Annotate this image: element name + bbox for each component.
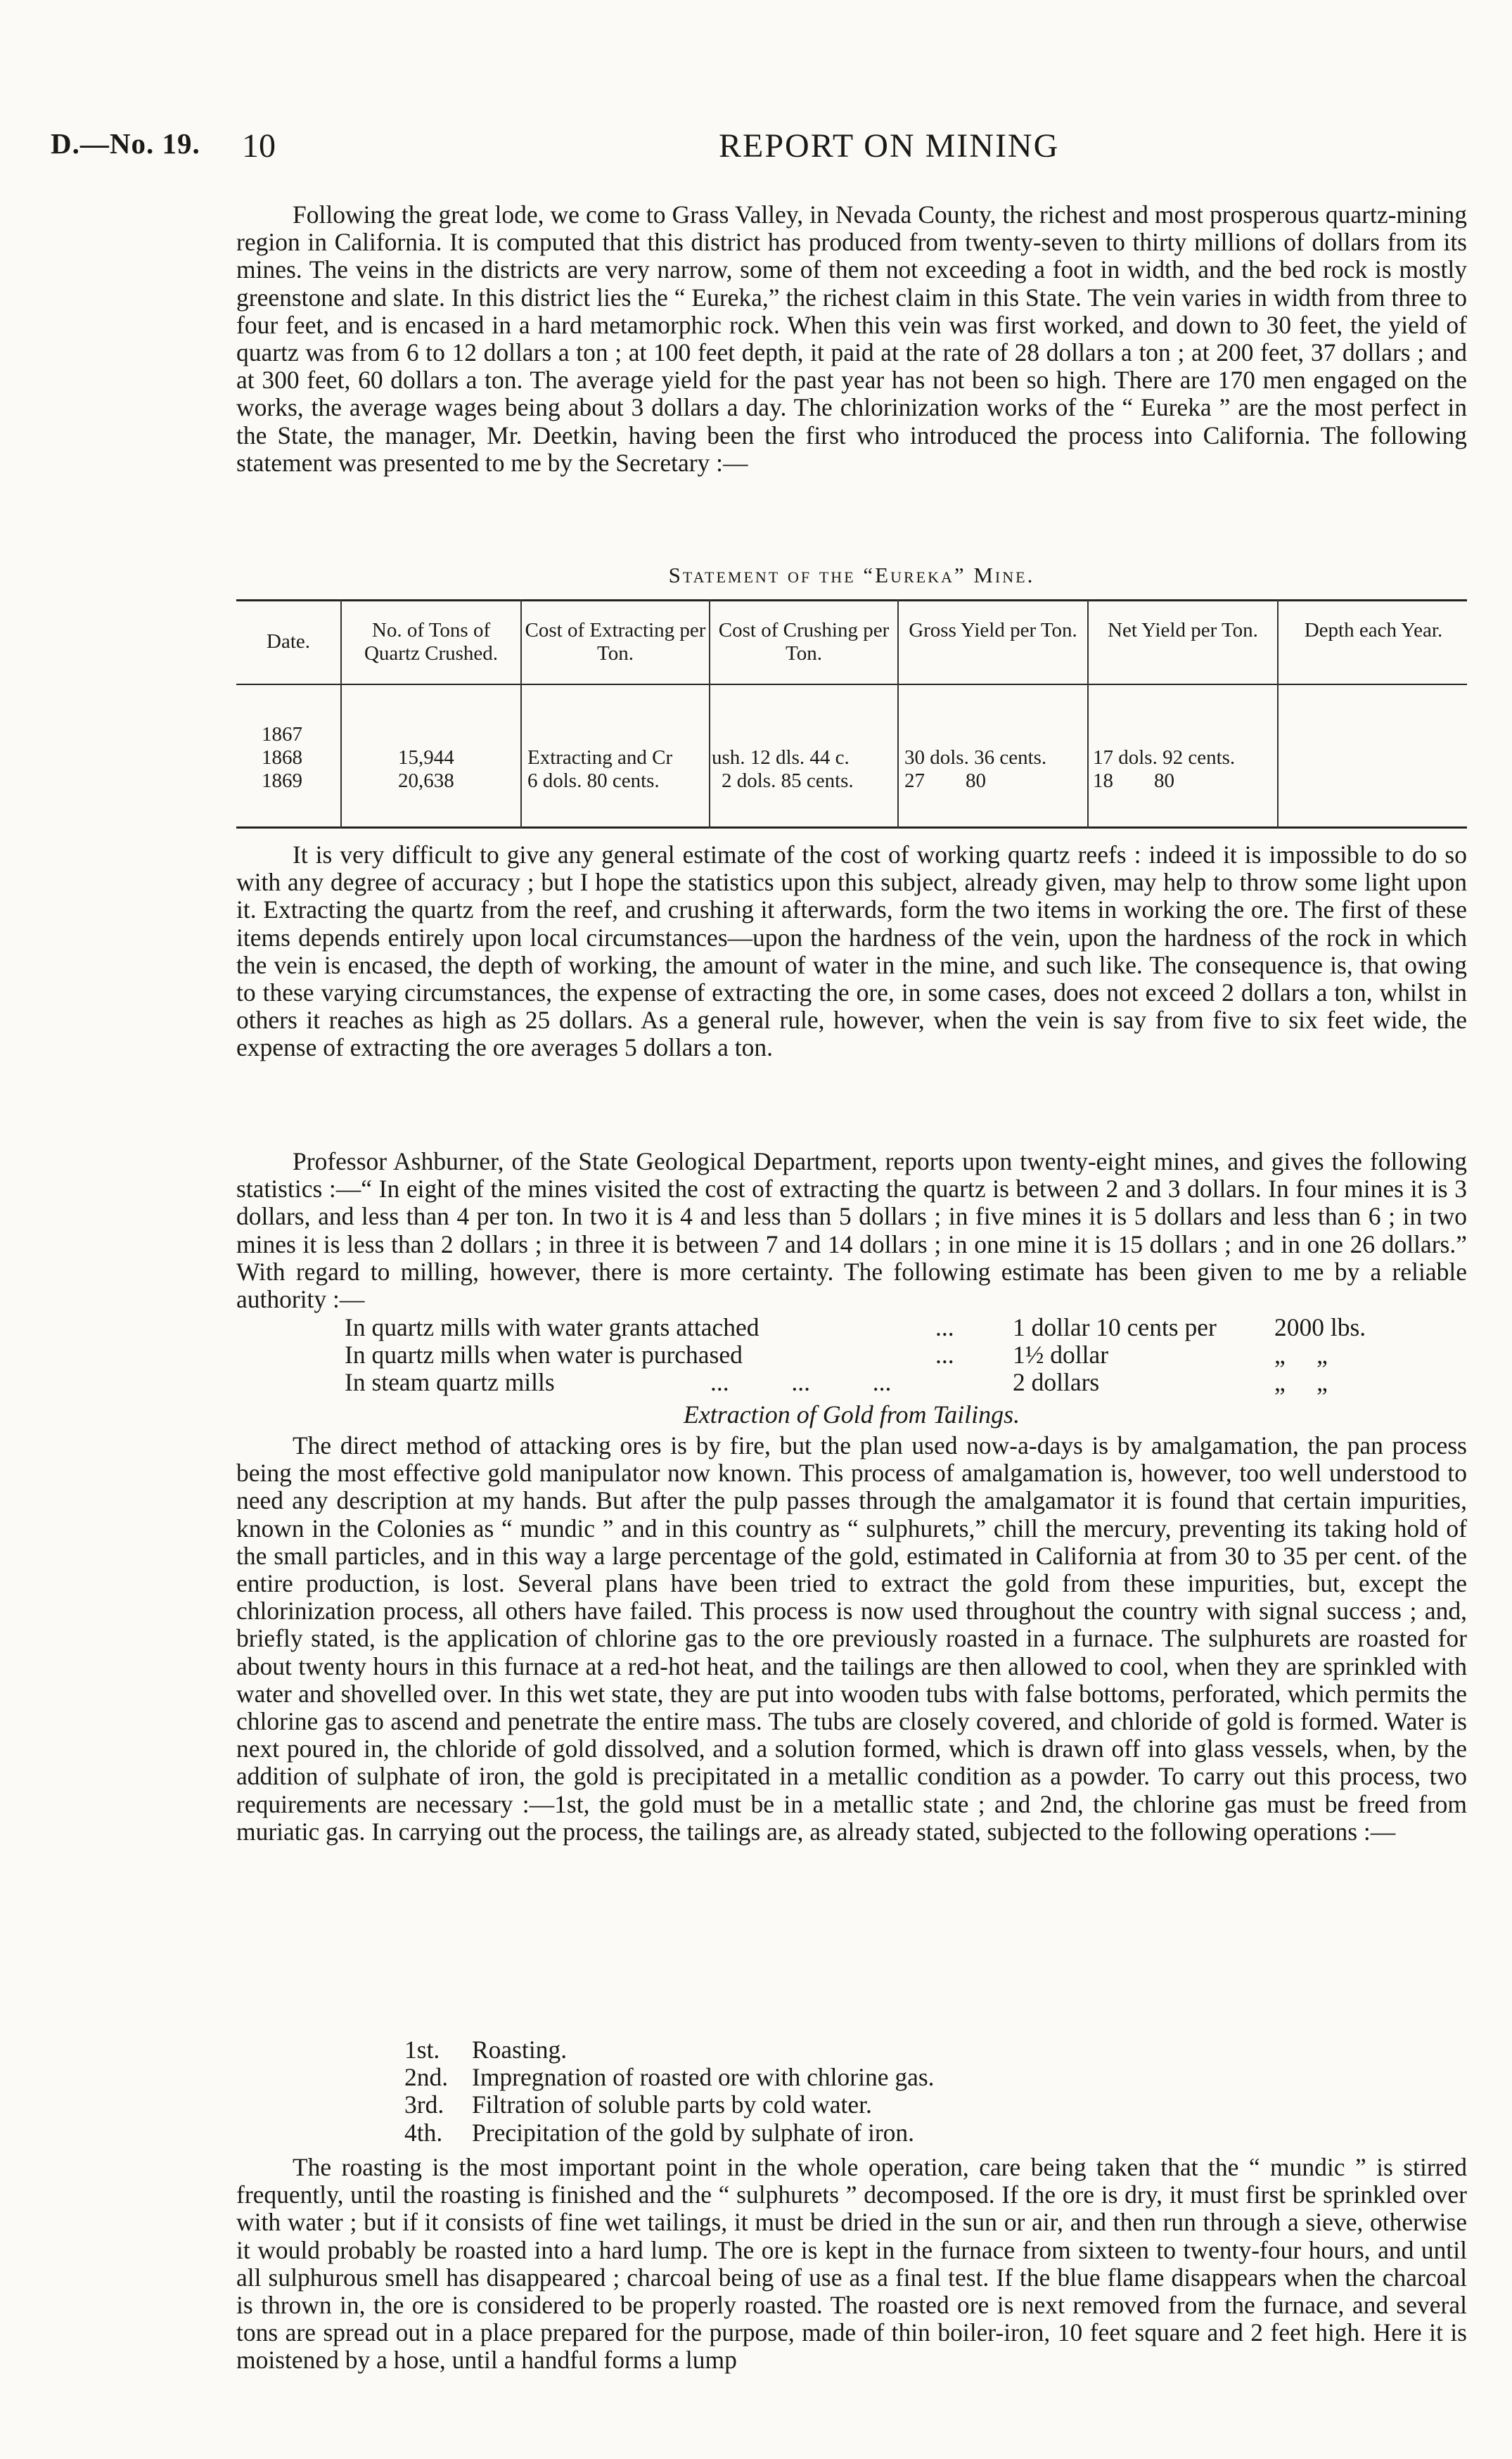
running-title: REPORT ON MINING bbox=[719, 127, 1060, 165]
operation-number: 4th. bbox=[404, 2118, 443, 2147]
operation-item bbox=[404, 2119, 935, 2147]
milling-estimate-row bbox=[345, 1341, 1470, 1369]
operation-item bbox=[404, 2036, 935, 2064]
table-header-net: Net Yield per Ton. bbox=[1108, 619, 1258, 641]
table-column-divider bbox=[1087, 599, 1089, 829]
eureka-mine-table bbox=[236, 599, 1467, 824]
table-column-divider bbox=[897, 599, 899, 829]
table-cell-extracting: Extracting and Cr bbox=[527, 746, 673, 769]
milling-leader-dots: ... ... ... bbox=[710, 1368, 892, 1396]
table-cell-date: 1867 bbox=[262, 723, 302, 746]
operation-text: Roasting. bbox=[472, 2036, 568, 2064]
paragraph-working-cost: It is very difficult to give any general estimate of the cost of working quartz reefs : indeed it is impossible to do so with any degree of accuracy ; but I hope the statistics upon this subject, already given, may help to throw some light upon it. Extracting the quartz from the reef, and crushing it afterwards, form the two items in working the ore. The first of these items depends entirely upon local circumstances—upon the hardness of the vein, upon the hardness of the rock in which the vein is encased, the depth of working, the amount of water in the mine, and such like. The consequence is, that owing to these varying circumstances, the expense of extracting the ore, in some cases, does not exceed 2 dollars a ton, whilst in others it reaches as high as 25 dollars. As a general rule, however, when the vein is say from five to six feet wide, the expense of extracting the ore averages 5 dollars a ton. bbox=[236, 841, 1467, 1062]
milling-unit: „ „ bbox=[1274, 1341, 1328, 1369]
table-column-divider bbox=[709, 599, 710, 829]
operation-item bbox=[404, 2064, 935, 2091]
table-cell-extracting: 6 dols. 80 cents. bbox=[527, 769, 660, 792]
table-cell-crushing: ush. 12 dls. 44 c. bbox=[712, 746, 850, 769]
milling-label: In quartz mills with water grants attached bbox=[345, 1313, 760, 1341]
table-cell-crushing: 2 dols. 85 cents. bbox=[722, 769, 854, 792]
table-cell-date: 1869 bbox=[262, 769, 302, 792]
operation-number: 3rd. bbox=[404, 2090, 444, 2119]
milling-price: 2 dollars bbox=[1013, 1368, 1100, 1396]
table-cell-net: 18 80 bbox=[1093, 769, 1174, 792]
table-rule-top bbox=[236, 599, 1467, 601]
paragraph-grass-valley: Following the great lode, we come to Grass Valley, in Nevada County, the richest and most prosperous quartz-mining region in California. It is computed that this district has produced from twenty-seven to thirty millions of dollars from its mines. The veins in the districts are very narrow, some of them not exceeding a foot in width, and the bed rock is mostly greenstone and slate. In this district lies the “ Eureka,” the richest claim in this State. The vein varies in width from three to four feet, and is encased in a hard metamorphic rock. When this vein was first worked, and down to 30 feet, the yield of quartz was from 6 to 12 dollars a ton ; at 100 feet depth, it paid at the rate of 28 dollars a ton ; at 200 feet, 37 dollars ; and at 300 feet, 60 dollars a ton. The average yield for the past year has not been so high. There are 170 men engaged on the works, the average wages being about 3 dollars a day. The chlorinization works of the “ Eureka ” are the most perfect in the State, the manager, Mr. Deetkin, having been the first who introduced the process into California. The following statement was presented to me by the Secretary :— bbox=[236, 200, 1467, 477]
table-header-crushing: Cost of Crushing per Ton. bbox=[718, 619, 890, 665]
table-rule-bottom bbox=[236, 826, 1467, 829]
table-cell-date: 1868 bbox=[262, 746, 302, 769]
table-header-gross: Gross Yield per Ton. bbox=[909, 619, 1077, 641]
milling-estimate-row bbox=[345, 1369, 1470, 1397]
operations-list bbox=[404, 2036, 935, 2147]
operation-text: Filtration of soluble parts by cold water. bbox=[472, 2090, 872, 2119]
milling-leader-dots: ... bbox=[935, 1313, 954, 1341]
paragraph-extraction: The direct method of attacking ores is by fire, but the plan used now-a-days is by amalgamation, the pan process being the most effective gold manipulator now known. This process of amalgamation is, however, too well understood to need any description at my hands. But after the pulp passes through the amalgamator it is found that certain impurities, known in the Colonies as “ mundic ” and in this country as “ sulphurets,” chill the mercury, preventing its taking hold of the small particles, and in this way a large percentage of the gold, estimated in California at from 30 to 35 per cent. of the entire production, is lost. Several plans have been tried to extract the gold from these impurities, but, except the chlorinization process, all others have failed. This process is now used throughout the country with signal success ; and, briefly stated, is the application of chlorine gas to the ore previously roasted in a furnace. The sulphurets are roasted for about twenty hours in this furnace at a red-hot heat, and the tailings are then allowed to cool, when they are sprinkled with water and shovelled over. In this wet state, they are put into wooden tubs with false bottoms, perforated, which permits the chlorine gas to ascend and penetrate the entire mass. The tubs are closely covered, and chloride of gold is formed. Water is next poured in, the chloride of gold dissolved, and a solution formed, which is drawn off into glass vessels, when, by the addition of sulphate of iron, the gold is precipitated in a metallic condition as a powder. To carry out this process, two requirements are necessary :—1st, the gold must be in a metallic state ; and 2nd, the chlorine gas must be freed from muriatic gas. In carrying out the process, the tailings are, as already stated, subjected to the following operations :— bbox=[236, 1431, 1467, 1846]
operation-number: 2nd. bbox=[404, 2063, 449, 2092]
milling-price: 1½ dollar bbox=[1013, 1341, 1109, 1369]
milling-label: In quartz mills when water is purchased bbox=[345, 1341, 743, 1369]
table-rule-header bbox=[236, 684, 1467, 685]
operation-number: 1st. bbox=[404, 2036, 440, 2064]
table-header-extracting: Cost of Extracting per Ton. bbox=[525, 619, 706, 665]
table-column-divider bbox=[1277, 599, 1279, 829]
table-column-divider bbox=[520, 599, 522, 829]
operation-text: Impregnation of roasted ore with chlorine gas. bbox=[472, 2063, 935, 2092]
table-column-divider bbox=[340, 599, 342, 829]
document-reference: D.—No. 19. bbox=[51, 127, 200, 160]
milling-price: 1 dollar 10 cents per bbox=[1013, 1313, 1217, 1341]
table-header-tons: No. of Tons of Quartz Crushed. bbox=[364, 619, 499, 665]
table-header-date: Date. bbox=[267, 630, 310, 653]
paragraph-roasting: The roasting is the most important point in the whole operation, care being taken that the “ mundic ” is stirred frequently, until the roasting is finished and the “ sulphurets ” decomposed. If the ore is dry, it must first be sprinkled over with water ; but if it consists of fine wet tailings, it must be dried in the sun or air, and then run through a sieve, otherwise it would probably be roasted into a hard lump. The ore is kept in the furnace from sixteen to twenty-four hours, and until all sulphurous smell has disappeared ; charcoal being of use as a final test. If the blue flame disappears when the charcoal is thrown in, the ore is considered to be properly roasted. The roasted ore is next removed from the furnace, and several tons are spread out in a place prepared for the purpose, made of thin boiler-iron, 10 feet square and 2 feet high. Here it is moistened by a hose, until a handful forms a lump bbox=[236, 2153, 1467, 2375]
milling-unit: „ „ bbox=[1274, 1368, 1328, 1396]
operation-text: Precipitation of the gold by sulphate of iron. bbox=[472, 2118, 915, 2147]
milling-estimate-row bbox=[345, 1314, 1470, 1342]
statement-title: Statement of the “Eureka” Mine. bbox=[668, 563, 1035, 587]
table-cell-gross: 27 80 bbox=[904, 769, 986, 792]
page-number: 10 bbox=[242, 127, 276, 165]
section-title: Extraction of Gold from Tailings. bbox=[683, 1400, 1020, 1429]
milling-label: In steam quartz mills bbox=[345, 1368, 555, 1396]
page-header bbox=[51, 127, 1414, 169]
table-cell-tons: 15,944 bbox=[398, 746, 454, 769]
operation-item bbox=[404, 2091, 935, 2119]
table-cell-gross: 30 dols. 36 cents. bbox=[904, 746, 1047, 769]
table-header-depth: Depth each Year. bbox=[1304, 619, 1443, 641]
milling-leader-dots: ... bbox=[935, 1341, 954, 1369]
table-cell-net: 17 dols. 92 cents. bbox=[1093, 746, 1236, 769]
milling-unit: 2000 lbs. bbox=[1274, 1313, 1366, 1341]
table-cell-tons: 20,638 bbox=[398, 769, 454, 792]
paragraph-ashburner: Professor Ashburner, of the State Geological Department, reports upon twenty-eight mines, and gives the following statistics :—“ In eight of the mines visited the cost of extracting the quartz is between 2 and 3 dollars. In four mines it is 3 dollars, and less than 4 per ton. In two it is 4 and less than 5 dollars ; in five mines it is 5 dollars and less than 6 ; in two mines it is less than 2 dollars ; in three it is between 7 and 14 dollars ; in one mine it is 15 dollars ; and in one 26 dollars.” With regard to milling, however, there is more certainty. The following estimate has been given to me by a reliable authority :— bbox=[236, 1147, 1467, 1314]
